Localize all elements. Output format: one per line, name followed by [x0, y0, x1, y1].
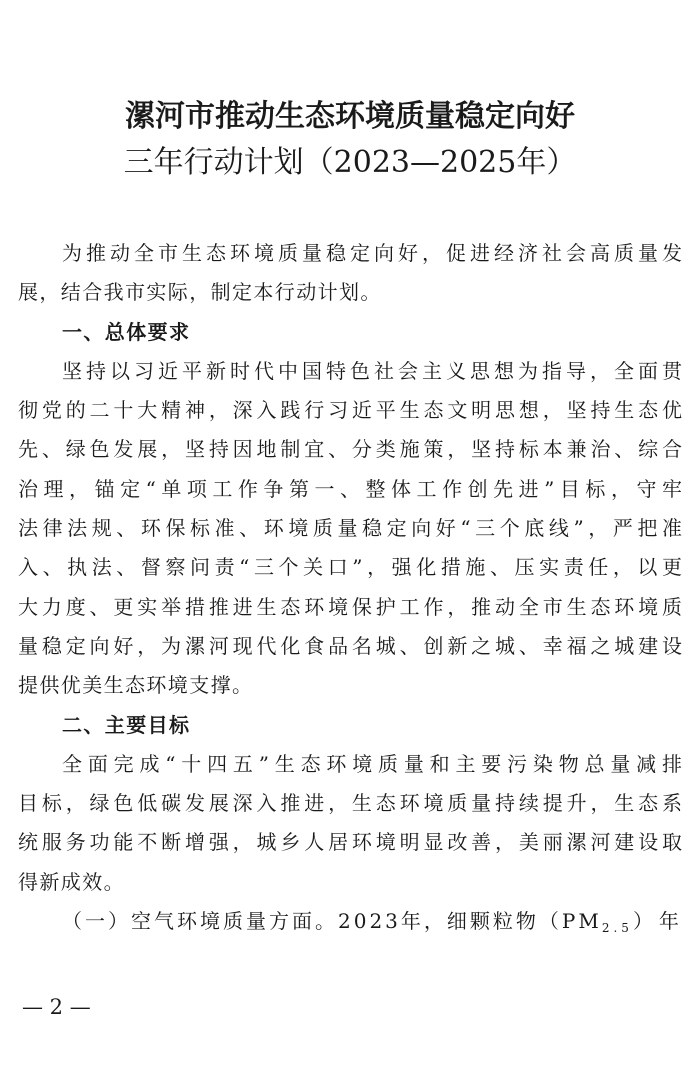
p1-line: 入、执法、督察问责“三个关口”，强化措施、压实责任，以更	[18, 555, 682, 580]
p1-line: 提供优美生态环境支撑。	[18, 673, 254, 698]
section-heading-2: 二、主要目标	[62, 712, 191, 737]
p2-line: 全面完成“十四五”生态环境质量和主要污染物总量减排	[62, 751, 682, 776]
p2-line: 得新成效。	[18, 869, 125, 894]
section-heading-1: 一、总体要求	[62, 319, 191, 344]
intro-line: 展，结合我市实际，制定本行动计划。	[18, 280, 382, 305]
page-number: — 2 —	[22, 995, 91, 1019]
p1-line: 法律法规、环保标准、环境质量稳定向好“三个底线”，严把准	[18, 516, 682, 541]
p3-before: （一）空气环境质量方面。2023年，细颗粒物（PM	[62, 909, 602, 934]
p3-text	[62, 902, 633, 941]
p1-line: 大力度、更实举措推进生态环境保护工作，推动全市生态环境质	[18, 594, 682, 619]
p3-subscript: 2.5	[601, 921, 633, 936]
p3-after: ）年	[632, 909, 685, 934]
p3-line	[18, 902, 685, 941]
p1-line: 治理，锚定“单项工作争第一、整体工作创先进”目标，守牢	[18, 476, 682, 501]
intro-line: 为推动全市生态环境质量稳定向好，促进经济社会高质量发	[62, 241, 682, 265]
document-title-line2: 三年行动计划（2023—2025年）	[123, 145, 577, 180]
p1-line: 量稳定向好，为漯河现代化食品名城、创新之城、幸福之城建设	[18, 633, 682, 658]
p1-line: 彻党的二十大精神，深入践行习近平生态文明思想，坚持生态优	[18, 398, 682, 423]
p2-line: 统服务功能不断增强，城乡人居环境明显改善，美丽漯河建设取	[18, 830, 682, 855]
p1-line: 先、绿色发展，坚持因地制宜、分类施策，坚持标本兼治、综合	[18, 437, 682, 462]
p1-line: 坚持以习近平新时代中国特色社会主义思想为指导，全面贯	[62, 358, 682, 383]
document-body	[18, 234, 685, 941]
p2-line: 目标，绿色低碳发展深入推进，生态环境质量持续提升，生态系	[18, 791, 682, 816]
document-title-line1: 漯河市推动生态环境质量稳定向好	[125, 99, 575, 134]
